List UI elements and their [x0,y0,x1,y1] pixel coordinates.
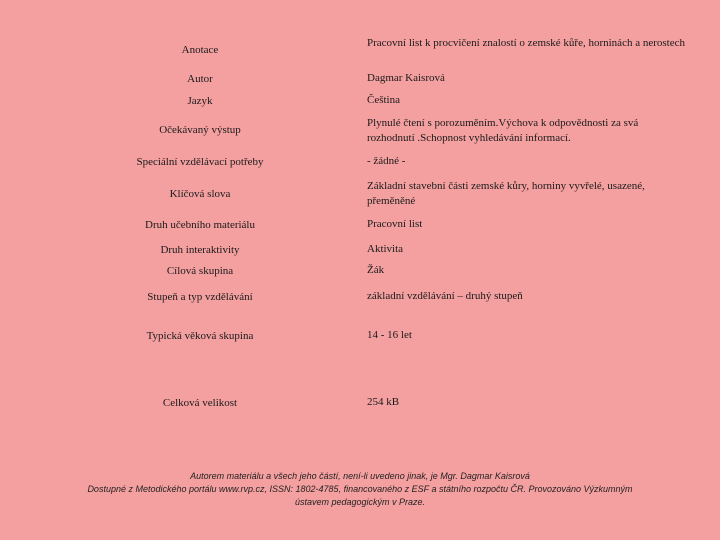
label-jazyk: Jazyk [187,95,213,107]
value-anotace: Pracovní list k procvičení znalostí o zemské kůře, horninách a nerostech [367,37,685,49]
footer-credits [20,470,700,509]
label-autor: Autor [187,73,213,85]
label-druh-materialu: Druh učebního materiálu [145,219,255,231]
value-ocekavany-vystup: Plynulé čtení s porozuměním.Výchova k odpovědnosti za svá rozhodnutí .Schopnost vyhledávání informací. [367,117,639,144]
value-druh-interaktivity: Aktivita [367,243,404,255]
footer-author-line: Autorem materiálu a všech jeho částí, není-li uvedeno jinak, je Mgr. Dagmar Kaisrová [190,471,530,481]
footer-portal-line: Dostupné z Metodického portálu www.rvp.cz, ISSN: 1802-4785, financovaného z ESF a státního rozpočtu ČR. Provozováno Výzkumným [87,484,633,494]
value-specialni-potreby: - žádné - [367,155,406,167]
label-ocekavany-vystup: Očekávaný výstup [159,124,241,136]
label-vekova-skupina: Typická věková skupina [146,330,254,342]
footer-institute-line: ústavem pedagogickým v Praze. [294,497,426,507]
label-cilova-skupina: Cílová skupina [166,265,234,277]
value-vekova-skupina: 14 - 16 let [367,329,412,341]
value-klicova-slova: Základní stavební části zemské kůry, horniny vyvřelé, usazené, přeměněné [367,180,645,207]
label-druh-interaktivity: Druh interaktivity [160,244,240,256]
value-cilova-skupina: Žák [367,264,385,276]
value-stupen-vzdelavani: základní vzdělávání – druhý stupeň [367,290,523,302]
value-jazyk: Čeština [367,94,400,106]
label-specialni-potreby: Speciální vzdělávací potřeby [136,156,264,168]
label-anotace: Anotace [181,44,219,56]
label-stupen-vzdelavani: Stupeň a typ vzdělávání [147,291,253,303]
value-celkova-velikost: 254 kB [367,396,400,408]
value-druh-materialu: Pracovní list [367,218,423,230]
label-klicova-slova: Klíčová slova [169,188,231,200]
label-celkova-velikost: Celková velikost [162,397,238,409]
value-autor: Dagmar Kaisrová [367,72,445,84]
